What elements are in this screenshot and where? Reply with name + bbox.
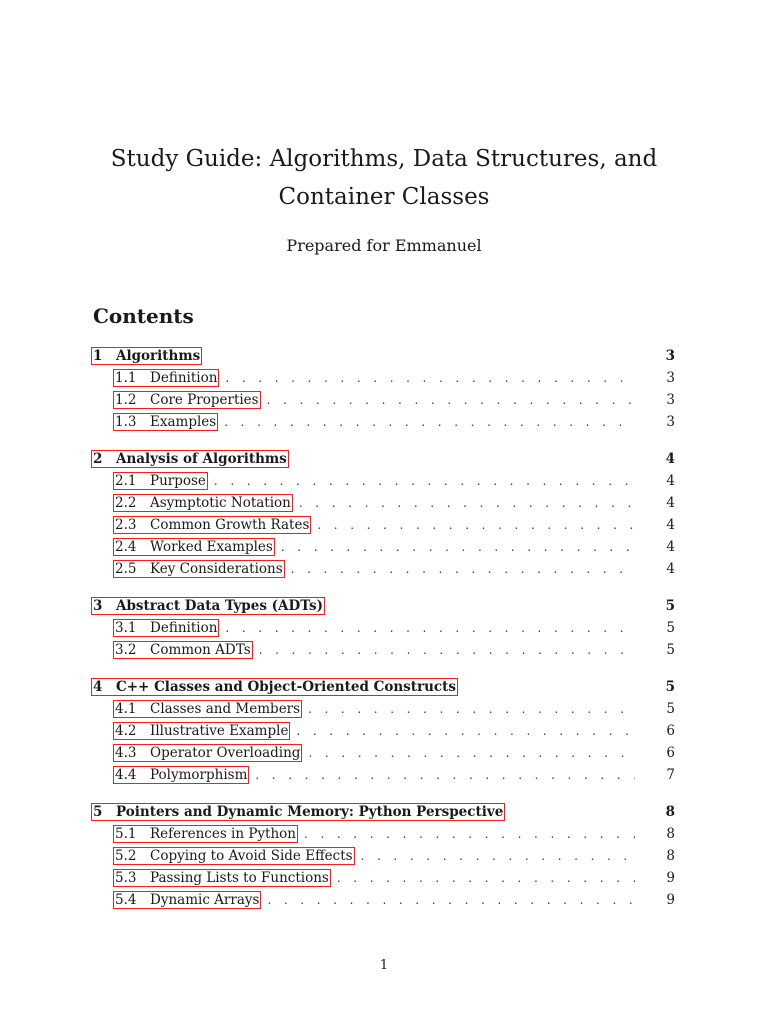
- toc-subsection-page: 5: [666, 620, 675, 636]
- contents-heading: Contents: [93, 304, 194, 328]
- toc-section-row: [93, 344, 675, 367]
- toc-subsection-label: Examples: [150, 414, 217, 430]
- toc-subsection-label: Passing Lists to Functions: [150, 870, 329, 886]
- toc-subsection-row: [93, 617, 675, 639]
- toc-subsection-number: 1.2: [115, 392, 137, 408]
- toc-subsection-page: 8: [666, 848, 675, 864]
- toc-subsection-label: Common ADTs: [150, 642, 251, 658]
- toc-section-link[interactable]: [91, 450, 289, 468]
- toc-subsection-label: Dynamic Arrays: [150, 892, 260, 908]
- toc-subsection-label: Asymptotic Notation: [150, 495, 291, 511]
- toc-section: [93, 447, 675, 580]
- toc-subsection-label: Polymorphism: [150, 767, 248, 783]
- toc-leader-dots: [281, 536, 635, 558]
- toc-subsection-number: 2.4: [115, 539, 137, 555]
- toc-subsection-label: Copying to Avoid Side Effects: [150, 848, 353, 864]
- toc-subsection-link[interactable]: [113, 369, 219, 387]
- toc-subsection-link[interactable]: [113, 413, 218, 431]
- toc-section-number: 4: [93, 678, 103, 695]
- toc-subsection-number: 3.1: [115, 620, 137, 636]
- toc-leader-dots: [361, 845, 635, 867]
- toc-subsection-number: 5.2: [115, 848, 137, 864]
- toc-subsection-link[interactable]: [113, 744, 302, 762]
- toc-subsection-page: 3: [666, 392, 675, 408]
- toc-leader-dots: [296, 720, 635, 742]
- toc-subsection-number: 2.1: [115, 473, 137, 489]
- toc-subsection-number: 4.1: [115, 701, 137, 717]
- toc-subsection-page: 4: [666, 473, 675, 489]
- toc-leader-dots: [259, 639, 635, 661]
- document-title: [0, 140, 768, 216]
- toc-section-link[interactable]: [91, 803, 505, 821]
- toc-subsection-label: Illustrative Example: [150, 723, 289, 739]
- toc-subsection-row: [93, 411, 675, 433]
- toc-subsection-page: 8: [666, 826, 675, 842]
- toc-leader-dots: [267, 889, 635, 911]
- toc-subsection-number: 2.2: [115, 495, 137, 511]
- toc-subsection-row: [93, 845, 675, 867]
- table-of-contents: [93, 344, 675, 925]
- toc-subsection-row: [93, 867, 675, 889]
- toc-subsection-page: 3: [666, 414, 675, 430]
- toc-subsection-label: Classes and Members: [150, 701, 301, 717]
- toc-subsection-page: 6: [666, 723, 675, 739]
- toc-subsection-row: [93, 558, 675, 580]
- toc-subsection-page: 9: [666, 892, 675, 908]
- toc-subsection-number: 1.3: [115, 414, 137, 430]
- page-number: 1: [379, 958, 389, 973]
- toc-section-label: Pointers and Dynamic Memory: Python Perspective: [116, 803, 504, 820]
- toc-subsection-number: 1.1: [115, 370, 137, 386]
- title-line-2: Container Classes: [278, 184, 490, 210]
- toc-section: [93, 344, 675, 433]
- toc-subsection-page: 9: [666, 870, 675, 886]
- toc-subsection-row: [93, 698, 675, 720]
- toc-subsection-page: 6: [666, 745, 675, 761]
- toc-subsection-page: 4: [666, 539, 675, 555]
- toc-subsection-label: Operator Overloading: [150, 745, 301, 761]
- toc-subsection-page: 3: [666, 370, 675, 386]
- toc-subsection-page: 4: [666, 517, 675, 533]
- toc-section-label: C++ Classes and Object-Oriented Constructs: [116, 678, 456, 695]
- toc-subsection-label: Worked Examples: [150, 539, 273, 555]
- toc-subsection-row: [93, 470, 675, 492]
- toc-subsection-number: 5.4: [115, 892, 137, 908]
- toc-section-page: 3: [665, 347, 675, 364]
- toc-leader-dots: [291, 558, 635, 580]
- toc-subsection-page: 5: [666, 642, 675, 658]
- toc-subsection-link[interactable]: [113, 847, 355, 865]
- toc-section-link[interactable]: [91, 347, 202, 365]
- toc-subsection-page: 4: [666, 495, 675, 511]
- toc-subsection-row: [93, 536, 675, 558]
- toc-section: [93, 675, 675, 786]
- toc-subsection-label: Purpose: [150, 473, 206, 489]
- toc-subsection-label: Common Growth Rates: [150, 517, 310, 533]
- toc-subsection-row: [93, 514, 675, 536]
- toc-leader-dots: [214, 470, 635, 492]
- toc-leader-dots: [255, 764, 635, 786]
- toc-subsection-link[interactable]: [113, 494, 293, 512]
- toc-subsection-row: [93, 823, 675, 845]
- toc-subsection-link[interactable]: [113, 825, 298, 843]
- toc-leader-dots: [224, 411, 635, 433]
- toc-leader-dots: [304, 823, 635, 845]
- toc-section: [93, 800, 675, 911]
- toc-subsection-label: References in Python: [150, 826, 297, 842]
- toc-leader-dots: [337, 867, 635, 889]
- toc-subsection-page: 4: [666, 561, 675, 577]
- toc-leader-dots: [317, 514, 635, 536]
- toc-subsection-number: 4.2: [115, 723, 137, 739]
- toc-subsection-page: 7: [666, 767, 675, 783]
- toc-subsection-link[interactable]: [113, 538, 275, 556]
- toc-section-link[interactable]: [91, 678, 458, 696]
- toc-subsection-row: [93, 639, 675, 661]
- toc-subsection-row: [93, 889, 675, 911]
- toc-subsection-row: [93, 720, 675, 742]
- toc-subsection-label: Core Properties: [150, 392, 259, 408]
- toc-subsection-row: [93, 492, 675, 514]
- toc-section-number: 5: [93, 803, 103, 820]
- toc-section-page: 8: [665, 803, 675, 820]
- toc-section-label: Analysis of Algorithms: [116, 450, 287, 467]
- toc-section-page: 5: [665, 678, 675, 695]
- toc-subsection-row: [93, 367, 675, 389]
- toc-leader-dots: [308, 742, 635, 764]
- toc-subsection-number: 5.3: [115, 870, 137, 886]
- toc-section-label: Algorithms: [116, 347, 201, 364]
- toc-subsection-label: Definition: [150, 370, 218, 386]
- toc-section-number: 1: [93, 347, 103, 364]
- toc-leader-dots: [267, 389, 635, 411]
- toc-section-row: [93, 594, 675, 617]
- toc-section-link[interactable]: [91, 597, 325, 615]
- toc-section-row: [93, 800, 675, 823]
- toc-section-number: 2: [93, 450, 103, 467]
- toc-subsection-row: [93, 742, 675, 764]
- toc-leader-dots: [225, 367, 635, 389]
- toc-leader-dots: [308, 698, 635, 720]
- toc-subsection-link[interactable]: [113, 391, 261, 409]
- toc-subsection-link[interactable]: [113, 641, 253, 659]
- toc-subsection-link[interactable]: [113, 722, 290, 740]
- toc-subsection-link[interactable]: [113, 891, 261, 909]
- toc-subsection-number: 5.1: [115, 826, 137, 842]
- toc-subsection-link[interactable]: [113, 700, 302, 718]
- toc-subsection-link[interactable]: [113, 516, 311, 534]
- toc-section-number: 3: [93, 597, 103, 614]
- toc-subsection-link[interactable]: [113, 766, 249, 784]
- toc-subsection-link[interactable]: [113, 619, 219, 637]
- toc-section: [93, 594, 675, 661]
- toc-section-row: [93, 675, 675, 698]
- toc-subsection-number: 3.2: [115, 642, 137, 658]
- title-line-1: Study Guide: Algorithms, Data Structures, and: [110, 146, 658, 172]
- toc-subsection-row: [93, 389, 675, 411]
- toc-subsection-link[interactable]: [113, 472, 208, 490]
- toc-section-page: 5: [665, 597, 675, 614]
- toc-subsection-number: 4.3: [115, 745, 137, 761]
- toc-leader-dots: [225, 617, 635, 639]
- toc-subsection-label: Definition: [150, 620, 218, 636]
- toc-section-row: [93, 447, 675, 470]
- toc-subsection-label: Key Considerations: [150, 561, 283, 577]
- toc-subsection-number: 2.3: [115, 517, 137, 533]
- toc-section-page: 4: [665, 450, 675, 467]
- toc-subsection-page: 5: [666, 701, 675, 717]
- toc-leader-dots: [299, 492, 635, 514]
- toc-subsection-link[interactable]: [113, 869, 331, 887]
- toc-subsection-row: [93, 764, 675, 786]
- toc-subsection-link[interactable]: [113, 560, 285, 578]
- toc-section-label: Abstract Data Types (ADTs): [116, 597, 324, 614]
- document-subtitle: Prepared for Emmanuel: [286, 236, 482, 255]
- toc-subsection-number: 4.4: [115, 767, 137, 783]
- toc-subsection-number: 2.5: [115, 561, 137, 577]
